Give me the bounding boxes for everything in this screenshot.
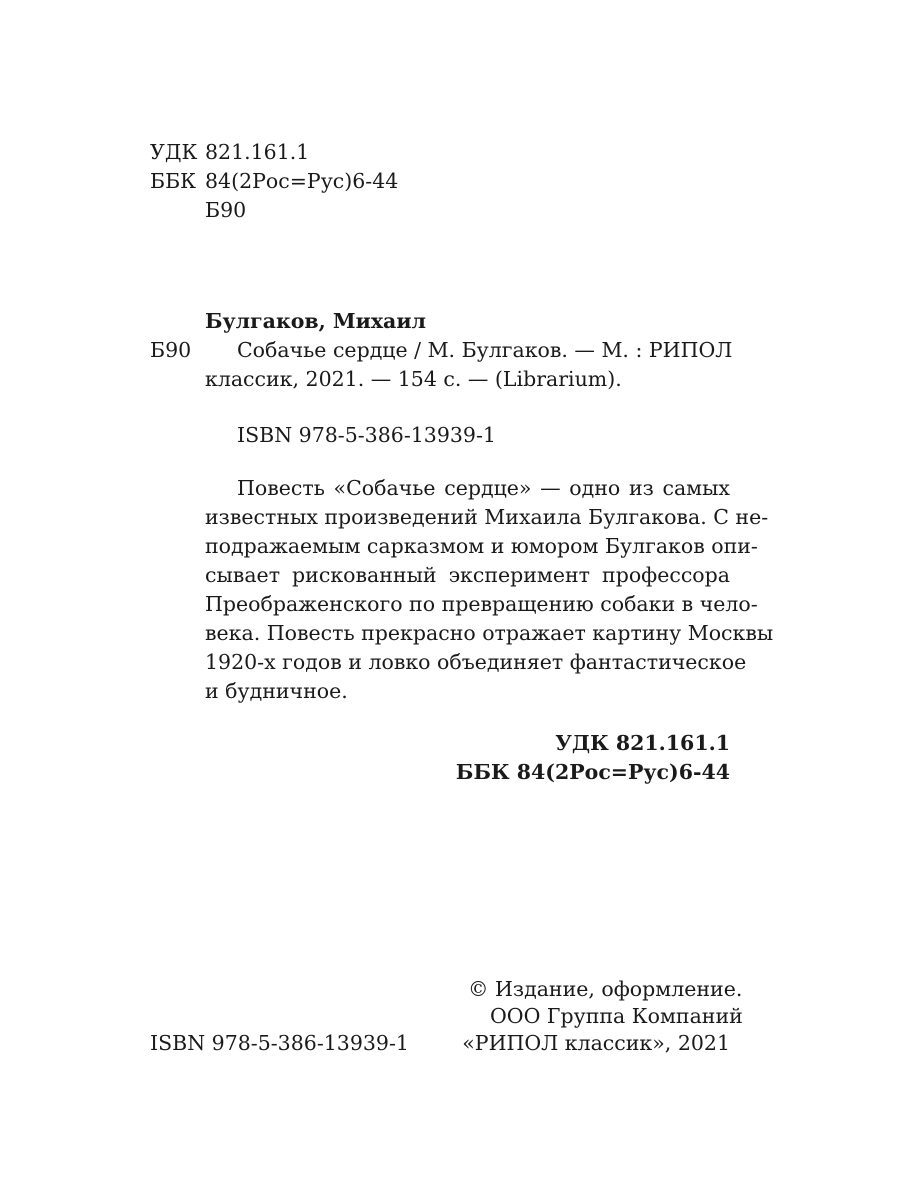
annotation-line: подражаемым сарказмом и юмором Булгаков опи- [205, 534, 758, 558]
author-heading: Булгаков, Михаил [205, 309, 426, 333]
bbk-label: ББК [150, 169, 196, 193]
copyright-line: © Издание, оформление. [468, 977, 743, 1001]
annotation-line: Повесть «Собачье сердце» — одно из самых [237, 476, 730, 500]
annotation-line: сывает рискованный эксперимент профессора [205, 563, 730, 587]
annotation-line: и будничное. [205, 679, 348, 703]
title-line-1: Собачье сердце / М. Булгаков. — М. : РИПОЛ [237, 338, 733, 362]
isbn-entry: ISBN 978-5-386-13939-1 [237, 423, 496, 447]
author-mark-entry: Б90 [150, 338, 192, 362]
annotation-line: Преображенского по превращению собаки в чело- [205, 592, 758, 616]
publisher-name-year: «РИПОЛ классик», 2021 [462, 1031, 730, 1055]
udk-value: 821.161.1 [205, 140, 310, 164]
udk-label: УДК [150, 140, 198, 164]
annotation-line: века. Повесть прекрасно отражает картину Москвы [205, 621, 774, 645]
isbn-footer: ISBN 978-5-386-13939-1 [150, 1031, 409, 1055]
bbk-classification: ББК 84(2Рос=Рус)6-44 [455, 760, 730, 784]
annotation-line: 1920-х годов и ловко объединяет фантастическое [205, 650, 747, 674]
title-line-2: классик, 2021. — 154 с. — (Librarium). [205, 367, 622, 391]
annotation-line: известных произведений Михаила Булгакова. С не- [205, 505, 769, 529]
bbk-value: 84(2Рос=Рус)6-44 [205, 169, 399, 193]
publisher-line: ООО Группа Компаний [490, 1004, 743, 1028]
author-mark-top: Б90 [205, 198, 247, 222]
udk-classification: УДК 821.161.1 [555, 731, 730, 755]
